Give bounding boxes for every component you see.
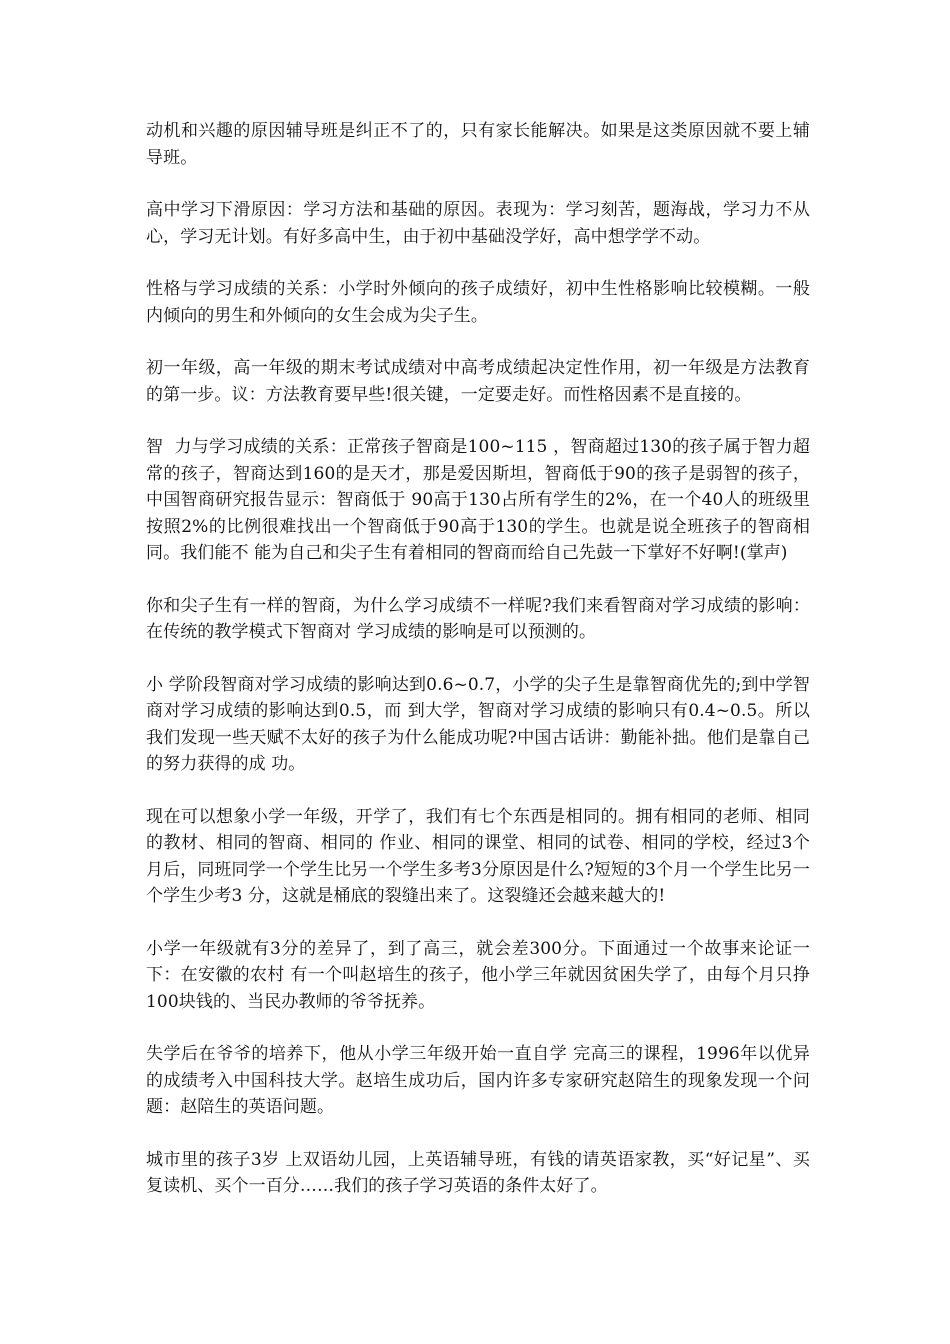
paragraph: 失学后在爷爷的培养下，他从小学三年级开始一直自学 完高三的课程，1996年以优异的成绩考入中国科技大学。赵培生成功后，国内许多专家研究赵陪生的现象发现一个问题：赵陪生的英语问题。 [146, 1044, 810, 1117]
paragraph: 小 学阶段智商对学习成绩的影响达到0.6~0.7，小学的尖子生是靠智商优先的;到中学智商对学习成绩的影响达到0.5，而 到大学，智商对学习成绩的影响只有0.4~0.5。所以我们发现一些天赋不太好的孩子为什么能成功呢?中国古话讲：勤能补拙。他们是靠自己的努力获得的成 功。 [146, 674, 810, 774]
paragraph: 你和尖子生有一样的智商，为什么学习成绩不一样呢?我们来看智商对学习成绩的影响：在传统的教学模式下智商对 学习成绩的影响是可以预测的。 [146, 595, 810, 642]
paragraph: 小学一年级就有3分的差异了，到了高三，就会差300分。下面通过一个故事来论证一下：在安徽的农村 有一个叫赵培生的孩子，他小学三年就因贫困失学了，由每个月只挣100块钱的、当民办教师的爷爷抚养。 [146, 938, 810, 1012]
paragraph: 城市里的孩子3岁 上双语幼儿园，上英语辅导班，有钱的请英语家教，买“好记星”、买复读机、买个一百分……我们的孩子学习英语的条件太好了。 [146, 1149, 810, 1196]
paragraph: 智 力与学习成绩的关系：正常孩子智商是100~115 ，智商超过130的孩子属于智力超常的孩子，智商达到160的是天才，那是爱因斯坦，智商低于90的孩子是弱智的孩子，中国智商研究报告显示：智商低于 90高于130占所有学生的2%，在一个40人的班级里按照2%的比例很难找出一个智商低于90高于130的学生。也就是说全班孩子的智商相同。我们能不 能为自己和尖子生有着相同的智商而给自己先鼓一下掌好不好啊!(掌声) [146, 437, 810, 563]
paragraph: 动机和兴趣的原因辅导班是纠正不了的，只有家长能解决。如果是这类原因就不要上辅导班。 [146, 121, 810, 168]
document-page [146, 118, 810, 1226]
paragraph: 高中学习下滑原因：学习方法和基础的原因。表现为：学习刻苦，题海战，学习力不从心，学习无计划。有好多高中生，由于初中基础没学好，高中想学学不动。 [146, 200, 810, 247]
paragraph: 现在可以想象小学一年级，开学了，我们有七个东西是相同的。拥有相同的老师、相同的教材、相同的智商、相同的 作业、相同的课堂、相同的试卷、相同的学校，经过3个月后，同班同学一个学生比另一个学生多考3分原因是什么?短短的3个月一个学生比另一个学生少考3 分，这就是桶底的裂缝出来了。这裂缝还会越来越大的! [146, 806, 810, 906]
paragraph: 性格与学习成绩的关系：小学时外倾向的孩子成绩好，初中生性格影响比较模糊。一般内倾向的男生和外倾向的女生会成为尖子生。 [146, 279, 810, 326]
paragraph: 初一年级，高一年级的期末考试成绩对中高考成绩起决定性作用，初一年级是方法教育的第一步。议：方法教育要早些!很关键，一定要走好。而性格因素不是直接的。 [146, 358, 810, 405]
